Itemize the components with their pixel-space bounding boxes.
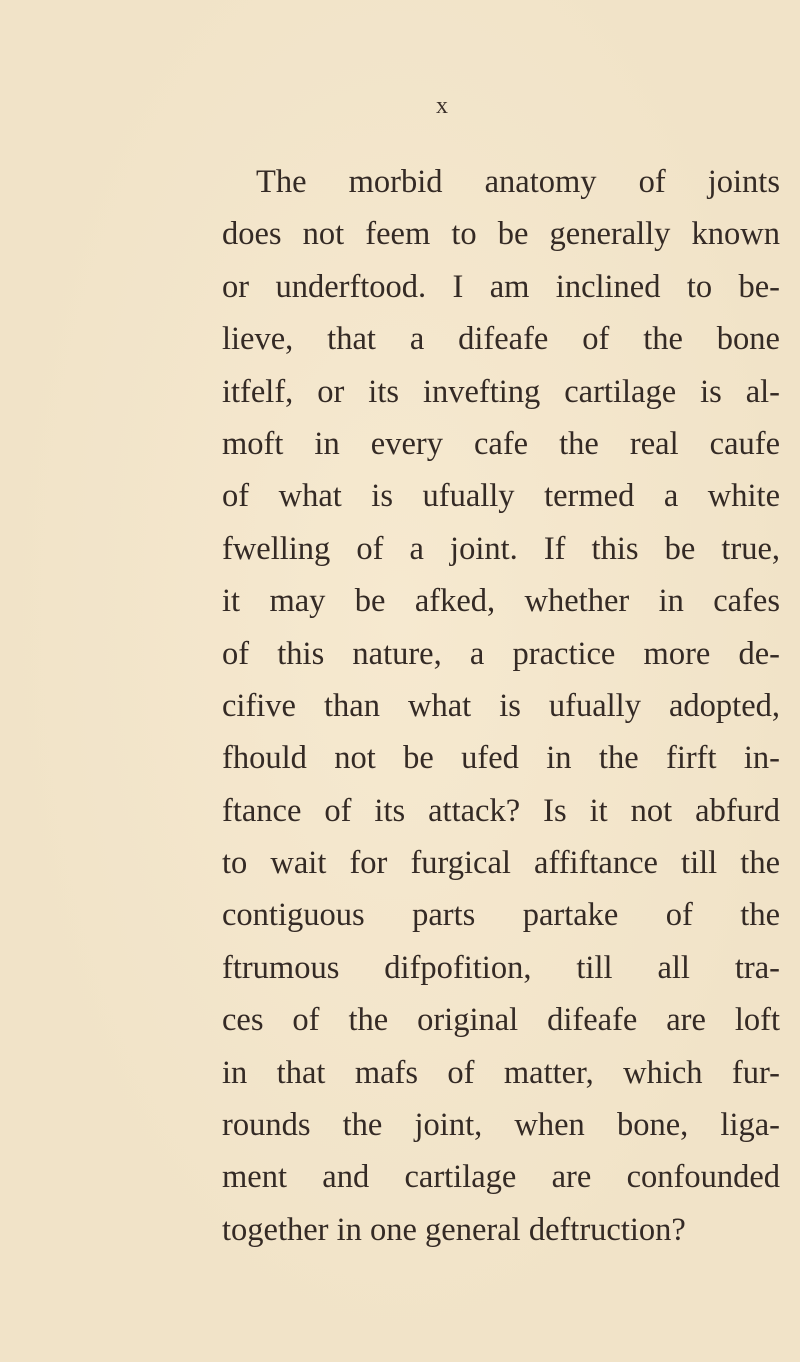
text-line: or underftood. I am inclined to be- <box>222 268 780 305</box>
text-line: together in one general deftruction? <box>222 1211 686 1248</box>
text-line: moft in every cafe the real caufe <box>222 425 780 462</box>
text-line: ment and cartilage are confounded <box>222 1159 780 1196</box>
text-line: to wait for furgical affiftance till the <box>222 845 780 882</box>
text-line: The morbid anatomy of joints <box>256 164 780 200</box>
text-line: it may be afked, whether in cafes <box>222 583 780 620</box>
body-paragraph <box>222 156 780 1256</box>
text-line: lieve, that a difeafe of the bone <box>222 321 780 358</box>
text-line: of this nature, a practice more de- <box>222 635 780 672</box>
text-line: of what is ufually termed a white <box>222 478 780 515</box>
text-line: in that mafs of matter, which fur- <box>222 1054 780 1091</box>
text-line: ces of the original difeafe are loft <box>222 1002 780 1039</box>
text-line: ftance of its attack? Is it not abfurd <box>222 792 780 829</box>
text-line: contiguous parts partake of the <box>222 897 780 934</box>
text-line: ftrumous difpofition, till all tra- <box>222 949 780 986</box>
page-number: x <box>436 93 448 119</box>
text-line: itfelf, or its invefting cartilage is al- <box>222 373 780 410</box>
text-line: does not feem to be generally known <box>222 216 780 253</box>
text-line: cifive than what is ufually adopted, <box>222 687 780 724</box>
text-line: fhould not be ufed in the firft in- <box>222 740 780 777</box>
text-line: rounds the joint, when bone, liga- <box>222 1107 780 1144</box>
text-line: fwelling of a joint. If this be true, <box>222 530 780 567</box>
